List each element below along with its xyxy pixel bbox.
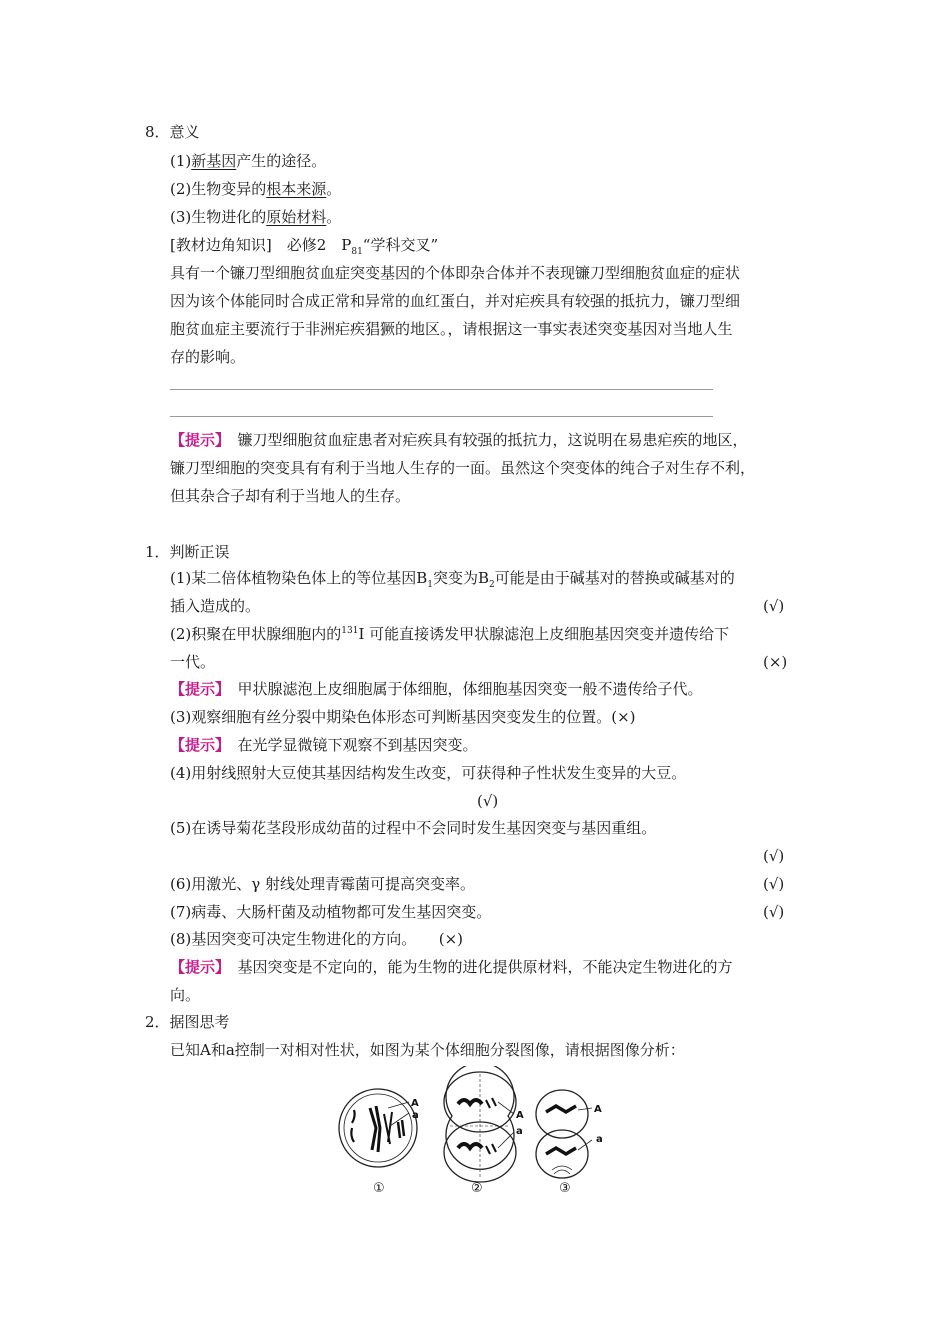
cell-division-figure [330, 1066, 630, 1206]
answer-blank-line [170, 389, 713, 390]
item-text: 。 [326, 208, 342, 226]
paragraph-line: 存的影响。 [170, 348, 246, 366]
tip-line [170, 679, 703, 699]
allele-label-a: a [516, 1126, 523, 1137]
answer-mark: (√) [763, 847, 785, 865]
statement-text: 突变为B [433, 569, 490, 587]
header-text: “学科交叉” [362, 236, 439, 254]
statement-text: (1)某二倍体植物染色体上的等位基因B [170, 569, 428, 587]
tip-label: 【提示】 [170, 958, 223, 976]
section-title: 8．意义 [145, 123, 200, 141]
statement-line: 插入造成的。 [170, 597, 261, 615]
item-text: (3)生物进化的 [170, 208, 267, 226]
answer-mark: (√) [763, 903, 785, 921]
allele-label-A: A [594, 1104, 602, 1115]
figure-caption-3: ③ [559, 1181, 571, 1196]
significance-item-1 [170, 151, 326, 171]
question-title: 1．判断正误 [145, 543, 230, 561]
figure-caption-2: ② [471, 1181, 483, 1196]
item-text: 。 [326, 180, 342, 198]
answer-mark: (√) [477, 792, 499, 810]
answer-blank-line [170, 416, 713, 417]
page-subscript: 81 [351, 247, 363, 257]
superscript: 131 [341, 626, 359, 636]
statement-1 [170, 568, 735, 588]
allele-label-A: A [411, 1098, 419, 1109]
answer-mark: (√) [763, 875, 785, 893]
statement-6: (6)用激光、γ 射线处理青霉菌可提高突变率。 [170, 875, 475, 893]
answer-line [170, 430, 748, 450]
underlined-term: 新基因 [191, 152, 237, 170]
answer-text: 镰刀型细胞贫血症患者对疟疾具有较强的抵抗力，这说明在易患疟疾的地区， [222, 431, 748, 449]
question-intro: 已知A和a控制一对相对性状，如图为某个体细胞分裂图像，请根据图像分析： [170, 1041, 685, 1059]
tip-label: 【提示】 [170, 680, 223, 698]
cell-diagram-3 [536, 1090, 592, 1178]
answer-mark: (×) [763, 653, 788, 671]
cell-diagram-1 [339, 1089, 417, 1167]
cell-diagram-2 [444, 1066, 516, 1182]
subscript: 2 [489, 580, 495, 590]
allele-label-A: A [516, 1110, 524, 1121]
tip-label: 【提示】 [170, 736, 223, 754]
statement-text: 可能是由于碱基对的替换或碱基对的 [494, 569, 735, 587]
paragraph-line: 因为该个体能同时合成正常和异常的血红蛋白，并对疟疾具有较强的抵抗力，镰刀型细 [170, 292, 741, 310]
tip-line [170, 735, 478, 755]
answer-mark: (√) [763, 597, 785, 615]
item-prefix: (1) [170, 152, 192, 170]
tip-line [170, 957, 733, 977]
statement-3: (3)观察细胞有丝分裂中期染色体形态可判断基因突变发生的位置。(×) [170, 708, 636, 726]
statement-4: (4)用射线照射大豆使其基因结构发生改变，可获得种子性状发生变异的大豆。 [170, 764, 687, 782]
statement-7: (7)病毒、大肠杆菌及动植物都可发生基因突变。 [170, 903, 492, 921]
answer-line: 但其杂合子却有利于当地人的生存。 [170, 487, 411, 505]
statement-5: (5)在诱导菊花茎段形成幼苗的过程中不会同时发生基因突变与基因重组。 [170, 819, 657, 837]
significance-item-3 [170, 207, 341, 227]
figure-caption-1: ① [373, 1181, 385, 1196]
underlined-term: 根本来源 [266, 180, 327, 198]
paragraph-line: 具有一个镰刀型细胞贫血症突变基因的个体即杂合体并不表现镰刀型细胞贫血症的症状 [170, 264, 741, 282]
statement-2 [170, 624, 729, 644]
header-text: [教材边角知识] 必修2 P [170, 236, 352, 254]
tip-text: 基因突变是不定向的，能为生物的进化提供原材料，不能决定生物进化的方 [222, 958, 733, 976]
significance-item-2 [170, 179, 341, 199]
item-text: (2)生物变异的 [170, 180, 267, 198]
answer-line: 镰刀型细胞的突变具有有利于当地人生存的一面。虽然这个突变体的纯合子对生存不利， [170, 459, 756, 477]
tip-text: 在光学显微镜下观察不到基因突变。 [222, 736, 478, 754]
statement-line: 一代。 [170, 653, 216, 671]
statement-text: I 可能直接诱发甲状腺滤泡上皮细胞基因突变并遗传给下 [358, 625, 730, 643]
item-text: 产生的途径。 [236, 152, 327, 170]
tip-label: 【提示】 [170, 431, 223, 449]
paragraph-line: 胞贫血症主要流行于非洲疟疾猖獗的地区。，请根据这一事实表述突变基因对当地人生 [170, 320, 733, 338]
tip-text: 甲状腺滤泡上皮细胞属于体细胞，体细胞基因突变一般不遗传给子代。 [222, 680, 703, 698]
statement-8: (8)基因突变可决定生物进化的方向。 (×) [170, 930, 464, 948]
textbook-header [170, 235, 438, 255]
allele-label-a: a [596, 1134, 603, 1145]
tip-line: 向。 [170, 986, 201, 1004]
underlined-term: 原始材料 [266, 208, 327, 226]
statement-text: (2)积聚在甲状腺细胞内的 [170, 625, 342, 643]
allele-label-a: a [412, 1110, 419, 1121]
subscript: 1 [427, 580, 434, 590]
question-title: 2．据图思考 [145, 1013, 230, 1031]
